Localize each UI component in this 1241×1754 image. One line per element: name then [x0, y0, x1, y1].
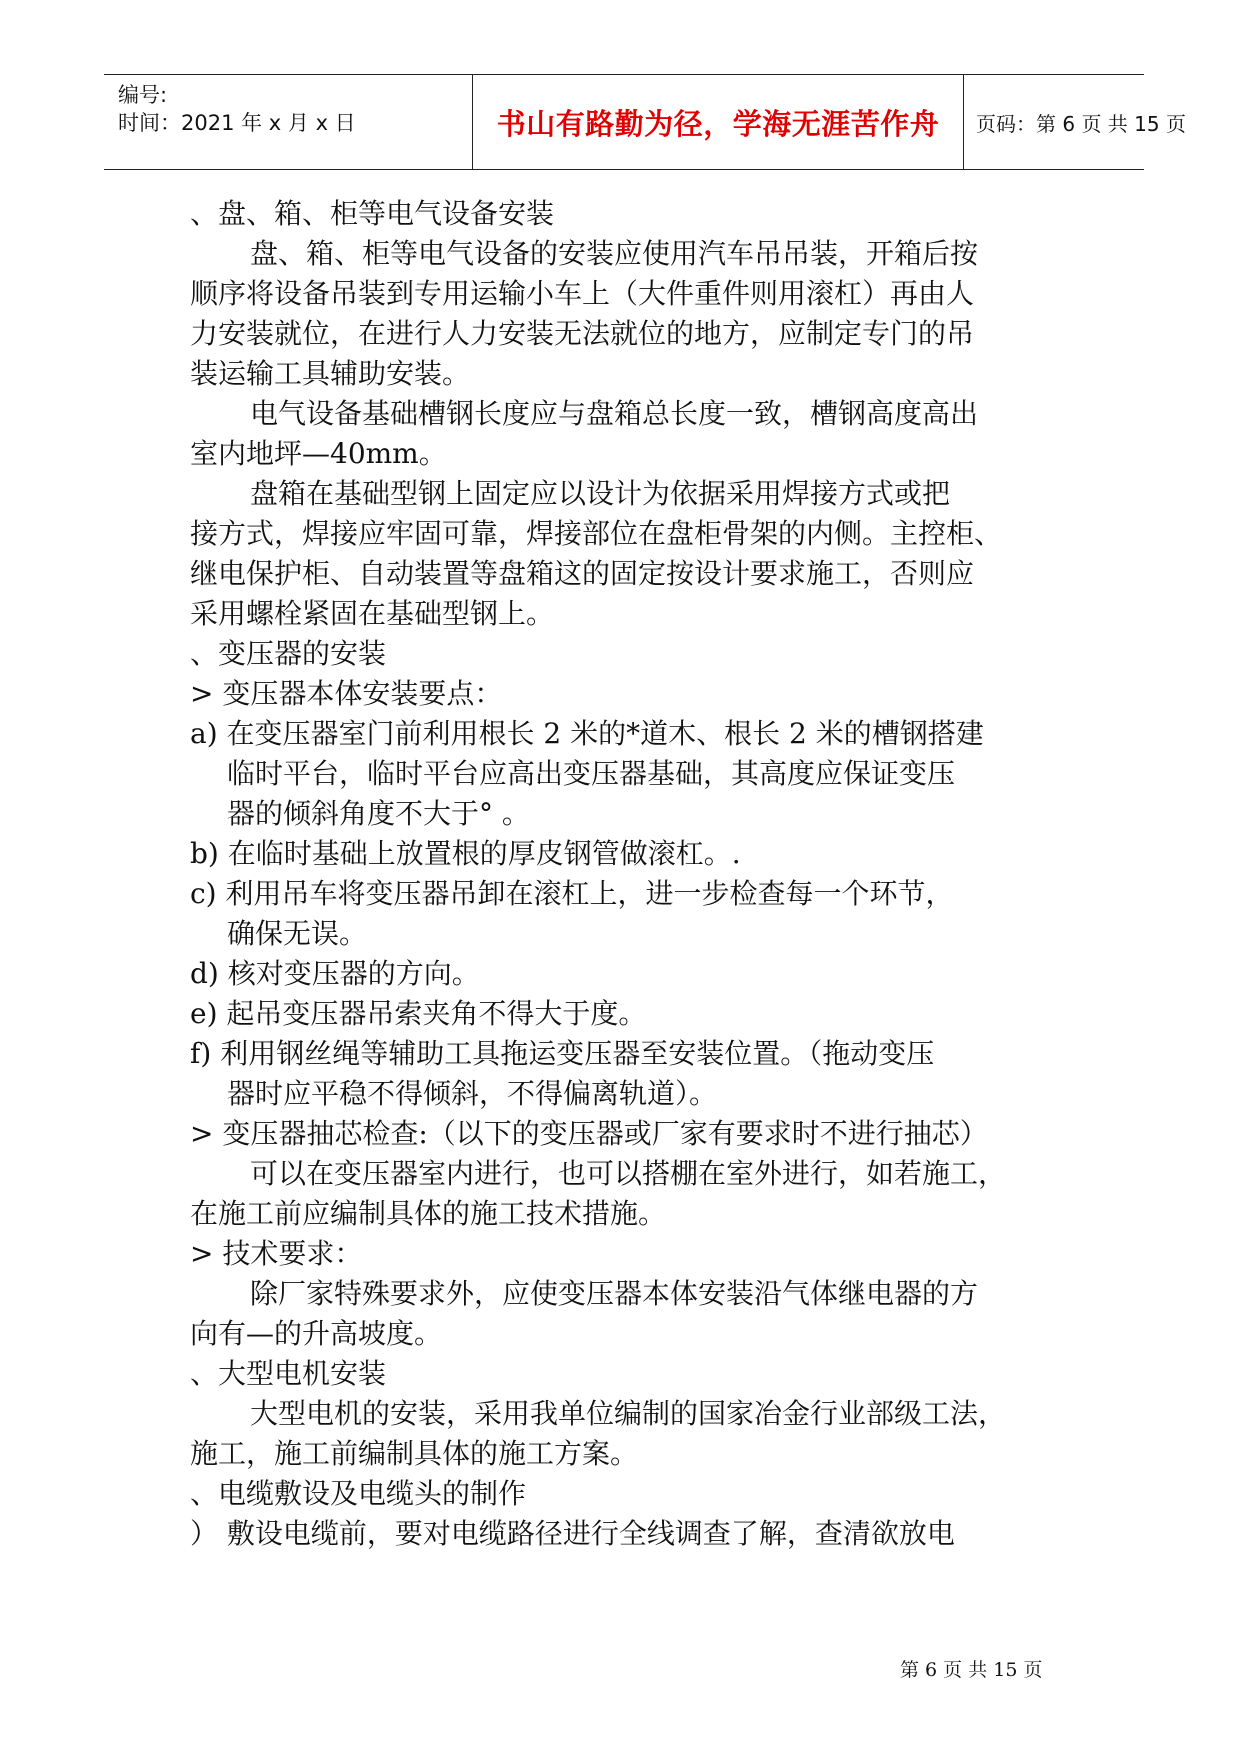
body-line: 装运输工具辅助安装。 [190, 357, 471, 390]
page-header [104, 74, 1186, 170]
body-line: 室内地坪—40mm。 [190, 437, 447, 470]
body-line: 在施工前应编制具体的施工技术措施。 [190, 1197, 667, 1230]
body-line: f) 利用钢丝绳等辅助工具拖运变压器至安装位置。（拖动变压 [190, 1037, 935, 1070]
body-line: 临时平台，临时平台应高出变压器基础，其高度应保证变压 [227, 757, 956, 790]
body-line: > 变压器抽芯检查:（以下的变压器或厂家有要求时不进行抽芯） [190, 1117, 988, 1150]
body-line: 电气设备基础槽钢长度应与盘箱总长度一致，槽钢高度高出 [250, 397, 979, 430]
body-line: 盘、箱、柜等电气设备的安装应使用汽车吊吊装，开箱后按 [250, 237, 979, 270]
body-line: a) 在变压器室门前利用根长 2 米的*道木、根长 2 米的槽钢搭建 [190, 717, 984, 750]
body-line: 可以在变压器室内进行，也可以搭棚在室外进行，如若施工， [250, 1157, 1007, 1190]
body-line: > 变压器本体安装要点： [190, 677, 503, 710]
body-line: 施工，施工前编制具体的施工方案。 [190, 1437, 639, 1470]
motto-text: 书山有路勤为径，学海无涯苦作舟 [496, 106, 940, 141]
body-line: 器时应平稳不得倾斜，不得偏离轨道）。 [227, 1077, 718, 1110]
body-line: 、大型电机安装 [190, 1357, 387, 1390]
body-line: 大型电机的安装，采用我单位编制的国家冶金行业部级工法， [250, 1397, 1007, 1430]
header-motto-cell [472, 75, 964, 169]
body-line: 确保无误。 [227, 917, 368, 950]
body-line: 、变压器的安装 [190, 637, 387, 670]
body-line: c) 利用吊车将变压器吊卸在滚杠上，进一步检查每一个环节， [190, 877, 954, 910]
body-line: d) 核对变压器的方向。 [190, 957, 480, 990]
body-line: 盘箱在基础型钢上固定应以设计为依据采用焊接方式或把 [250, 477, 951, 510]
code-label: 编号: [118, 83, 168, 107]
body-line: 力安装就位，在进行人力安装无法就位的地方，应制定专门的吊 [190, 317, 975, 350]
body-line: 顺序将设备吊装到专用运输小车上（大件重件则用滚杠）再由人 [190, 277, 975, 310]
page-footer: 第 6 页 共 15 页 [900, 1659, 1043, 1681]
document-body [190, 194, 1060, 1554]
body-line: 、电缆敷设及电缆头的制作 [190, 1477, 527, 1510]
body-line: 、盘、箱、柜等电气设备安装 [190, 197, 555, 230]
body-line: ） 敷设电缆前，要对电缆路径进行全线调查了解，查清欲放电 [190, 1517, 955, 1550]
body-line: 向有—的升高坡度。 [190, 1317, 443, 1350]
body-line: b) 在临时基础上放置根的厚皮钢管做滚杠。. [190, 837, 741, 870]
body-line: 器的倾斜角度不大于° 。 [227, 797, 530, 830]
body-line: 采用螺栓紧固在基础型钢上。 [190, 597, 555, 630]
body-line: 继电保护柜、自动装置等盘箱这的固定按设计要求施工，否则应 [190, 557, 975, 590]
header-meta [118, 75, 458, 169]
body-line: e) 起吊变压器吊索夹角不得大于度。 [190, 997, 647, 1030]
body-line: 接方式，焊接应牢固可靠，焊接部位在盘柜骨架的内侧。主控柜、 [190, 517, 1003, 550]
header-page-info: 页码：第 6 页 共 15 页 [976, 111, 1186, 136]
body-line: 除厂家特殊要求外，应使变压器本体安装沿气体继电器的方 [250, 1277, 979, 1310]
body-line: > 技术要求： [190, 1237, 363, 1270]
time-label: 时间：2021 年 x 月 x 日 [118, 111, 356, 135]
